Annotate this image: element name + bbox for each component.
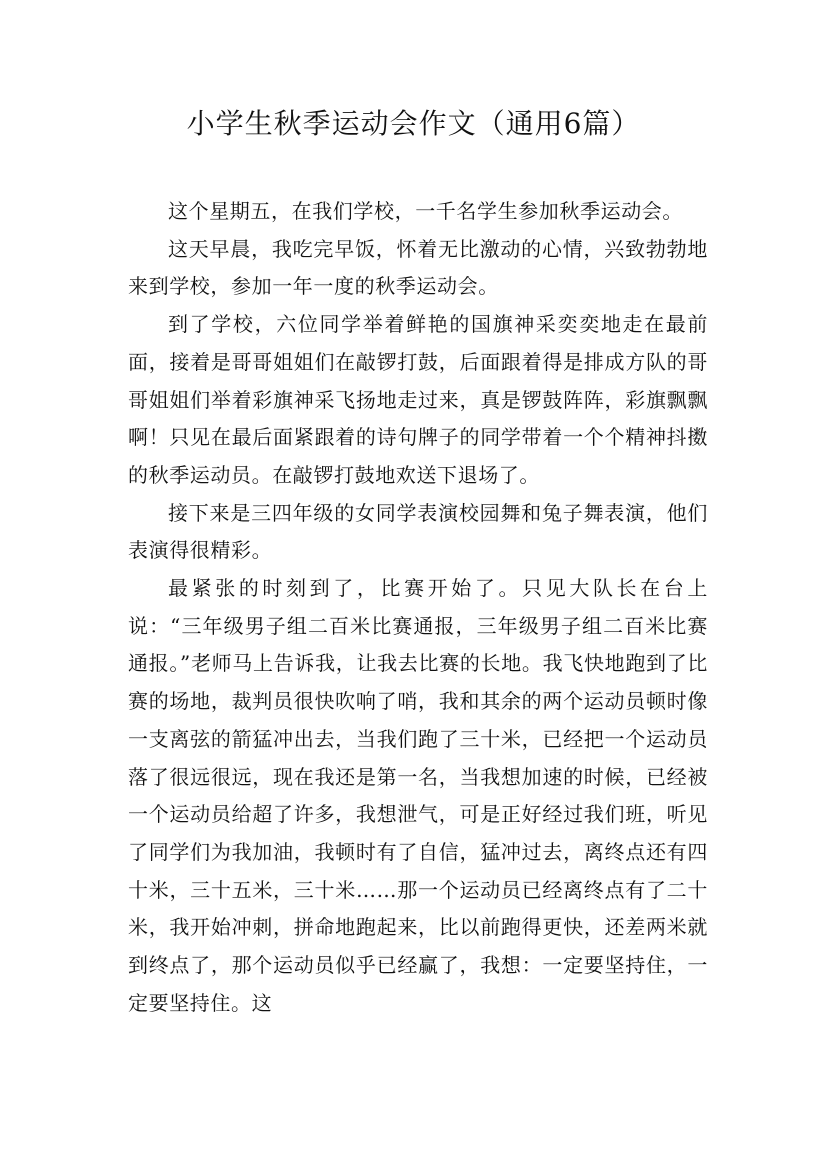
paragraph-5: 最紧张的时刻到了，比赛开始了。只见大队长在台上说：“三年级男子组二百米比赛通报，三年级男子组二百米比赛通报。”老师马上告诉我，让我去比赛的长地。我飞快地跑到了比赛的场地，裁判员很快吹响了哨，我和其余的两个运动员顿时像一支离弦的箭猛冲出去，当我们跑了三十米，已经把一个运动员落了很远很远，现在我还是第一名，当我想加速的时候，已经被一个运动员给超了许多，我想泄气，可是正好经过我们班，听见了同学们为我加油，我顿时有了自信，猛冲过去，离终点还有四十米，三十五米，三十米……那一个运动员已经离终点有了二十米，我开始冲刺，拼命地跑起来，比以前跑得更快，还差两米就到终点了，那个运动员似乎已经赢了，我想：一定要坚持住，一定要坚持住。这	[128, 576, 708, 1015]
paragraph-3: 到了学校，六位同学举着鲜艳的国旗神采奕奕地走在最前面，接着是哥哥姐姐们在敲锣打鼓，后面跟着得是排成方队的哥哥姐姐们举着彩旗神采飞扬地走过来，真是锣鼓阵阵，彩旗飘飘啊！只见在最后面紧跟着的诗句牌子的同学带着一个个精神抖擞的秋季运动员。在敲锣打鼓地欢送下退场了。	[128, 312, 708, 487]
document-body	[128, 193, 708, 1022]
paragraph-4: 接下来是三四年级的女同学表演校园舞和兔子舞表演，他们表演得很精彩。	[128, 500, 708, 563]
paragraph-1: 这个星期五，在我们学校，一千名学生参加秋季运动会。	[168, 199, 683, 223]
document-title: 小学生秋季运动会作文（通用6篇）	[186, 107, 641, 140]
paragraph-2: 这天早晨，我吃完早饭，怀着无比激动的心情，兴致勃勃地来到学校，参加一年一度的秋季运动会。	[128, 236, 708, 299]
